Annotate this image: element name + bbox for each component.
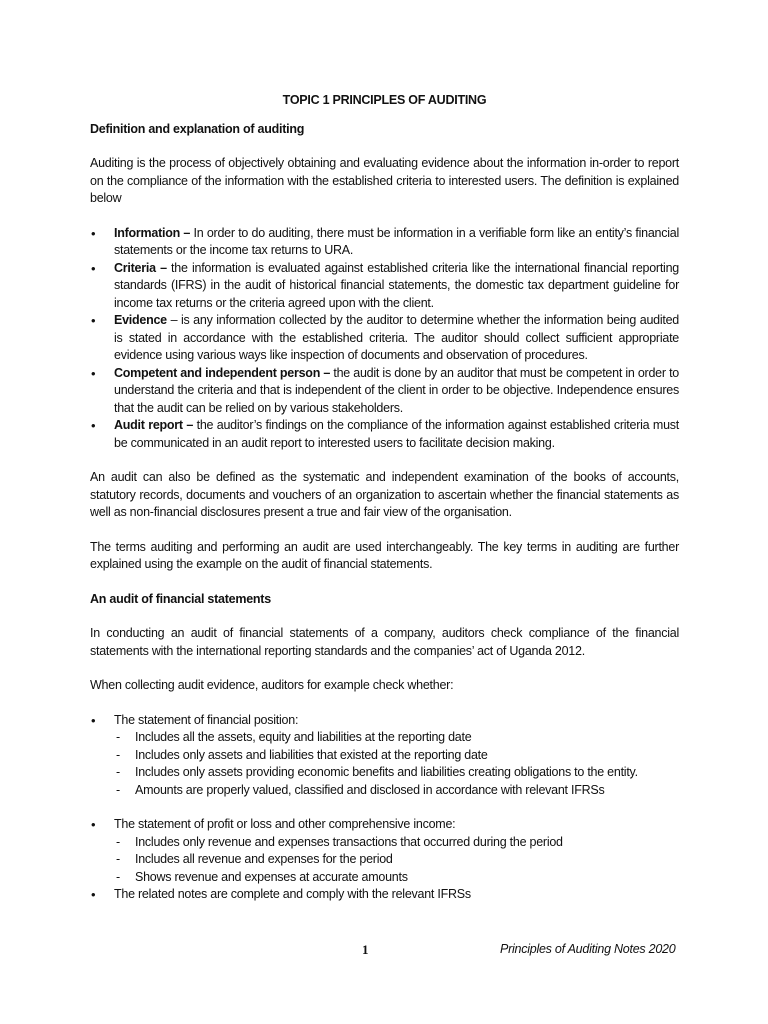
list-item: [90, 886, 679, 904]
sub-list-item: - Includes all revenue and expenses for the period: [114, 851, 679, 869]
list-item: [90, 225, 679, 260]
sub-list-item: - Includes only assets and liabilities that existed at the reporting date: [114, 747, 679, 765]
sub-list-item: - Includes only revenue and expenses transactions that occurred during the period: [114, 834, 679, 852]
sub-list: [114, 729, 679, 799]
list-item: [90, 260, 679, 313]
checklist-label: • The statement of financial position:: [114, 712, 299, 727]
paragraph-conducting-audit: In conducting an audit of financial statements of a company, auditors check compliance of the financial statements with the international reporting standards and the companies’ act of Uganda 2012.: [90, 626, 679, 658]
bullet-text: the auditor’s findings on the compliance of the information against established criteria must be communicated in an audit report to interested users to facilitate decision making.: [114, 418, 679, 450]
section-heading-definition: Definition and explanation of auditing: [90, 121, 305, 136]
list-item: [90, 816, 679, 886]
bullet-term: Evidence: [114, 313, 167, 327]
definition-bullet-list: [90, 225, 679, 453]
list-item: [90, 312, 679, 365]
paragraph-intro: Auditing is the process of objectively obtaining and evaluating evidence about the information in-order to report on the compliance of the information with the established criteria to interested users. The definition is explained below: [90, 156, 679, 205]
checklist-label: • The statement of profit or loss and other comprehensive income:: [114, 817, 456, 831]
bullet-text: – is any information collected by the auditor to determine whether the information being audited is stated in accordance with the established criteria. The auditor should collect sufficient appropriate evidence using various ways like inspection of documents and observation of procedures.: [114, 313, 679, 362]
sub-list-item: - Includes only assets providing economic benefits and liabilities creating obligations to the entity.: [114, 764, 679, 782]
page-content: [90, 92, 679, 921]
paragraph-audit-definition: An audit can also be defined as the systematic and independent examination of the books of accounts, statutory records, documents and vouchers of an organization to ascertain whether the financial statements as well as non-financial disclosures present a true and fair view of the organisation.: [90, 470, 679, 519]
page-title: TOPIC 1 PRINCIPLES OF AUDITING: [282, 93, 487, 107]
bullet-term: Criteria –: [114, 260, 167, 275]
sub-list-item: - Amounts are properly valued, classified and disclosed in accordance with relevant IFRSs: [114, 782, 679, 800]
sub-list: [114, 834, 679, 887]
paragraph-key-terms: The terms auditing and performing an audit are used interchangeably. The key terms in auditing are further explained using the example on the audit of financial statements.: [90, 539, 679, 571]
list-item: [90, 417, 679, 452]
list-item: [90, 365, 679, 418]
bullet-term: Audit report –: [114, 418, 194, 432]
sub-list-item: - Includes all the assets, equity and liabilities at the reporting date: [114, 729, 679, 747]
bullet-term: Competent and independent person –: [114, 365, 331, 380]
checklist-label: • The related notes are complete and comply with the relevant IFRSs: [114, 887, 471, 901]
evidence-checklist: [90, 712, 679, 904]
sub-list-item: - Shows revenue and expenses at accurate amounts: [114, 869, 679, 887]
bullet-text: the audit is done by an auditor that must be competent in order to understand the criteria and that is independent of the client in order to be objective. Independence ensures that the audit can be relied on by various stakeholders.: [114, 365, 679, 415]
bullet-text: In order to do auditing, there must be information in a verifiable form like an entity’s financial statements or the income tax returns to URA.: [114, 225, 679, 257]
list-item: [90, 712, 679, 800]
bullet-term: Information –: [114, 225, 191, 240]
footer-note: Principles of Auditing Notes 2020: [500, 942, 676, 956]
section-heading-financial-statements: An audit of financial statements: [90, 591, 271, 606]
bullet-text: the information is evaluated against established criteria like the international financial reporting standards (IFRS) in the audit of historical financial statements, the domestic tax department guideline for income tax returns or the criteria agreed upon with the client.: [114, 260, 679, 310]
paragraph-collecting-evidence: When collecting audit evidence, auditors for example check whether:: [90, 678, 454, 692]
page-number: 1: [362, 942, 369, 957]
